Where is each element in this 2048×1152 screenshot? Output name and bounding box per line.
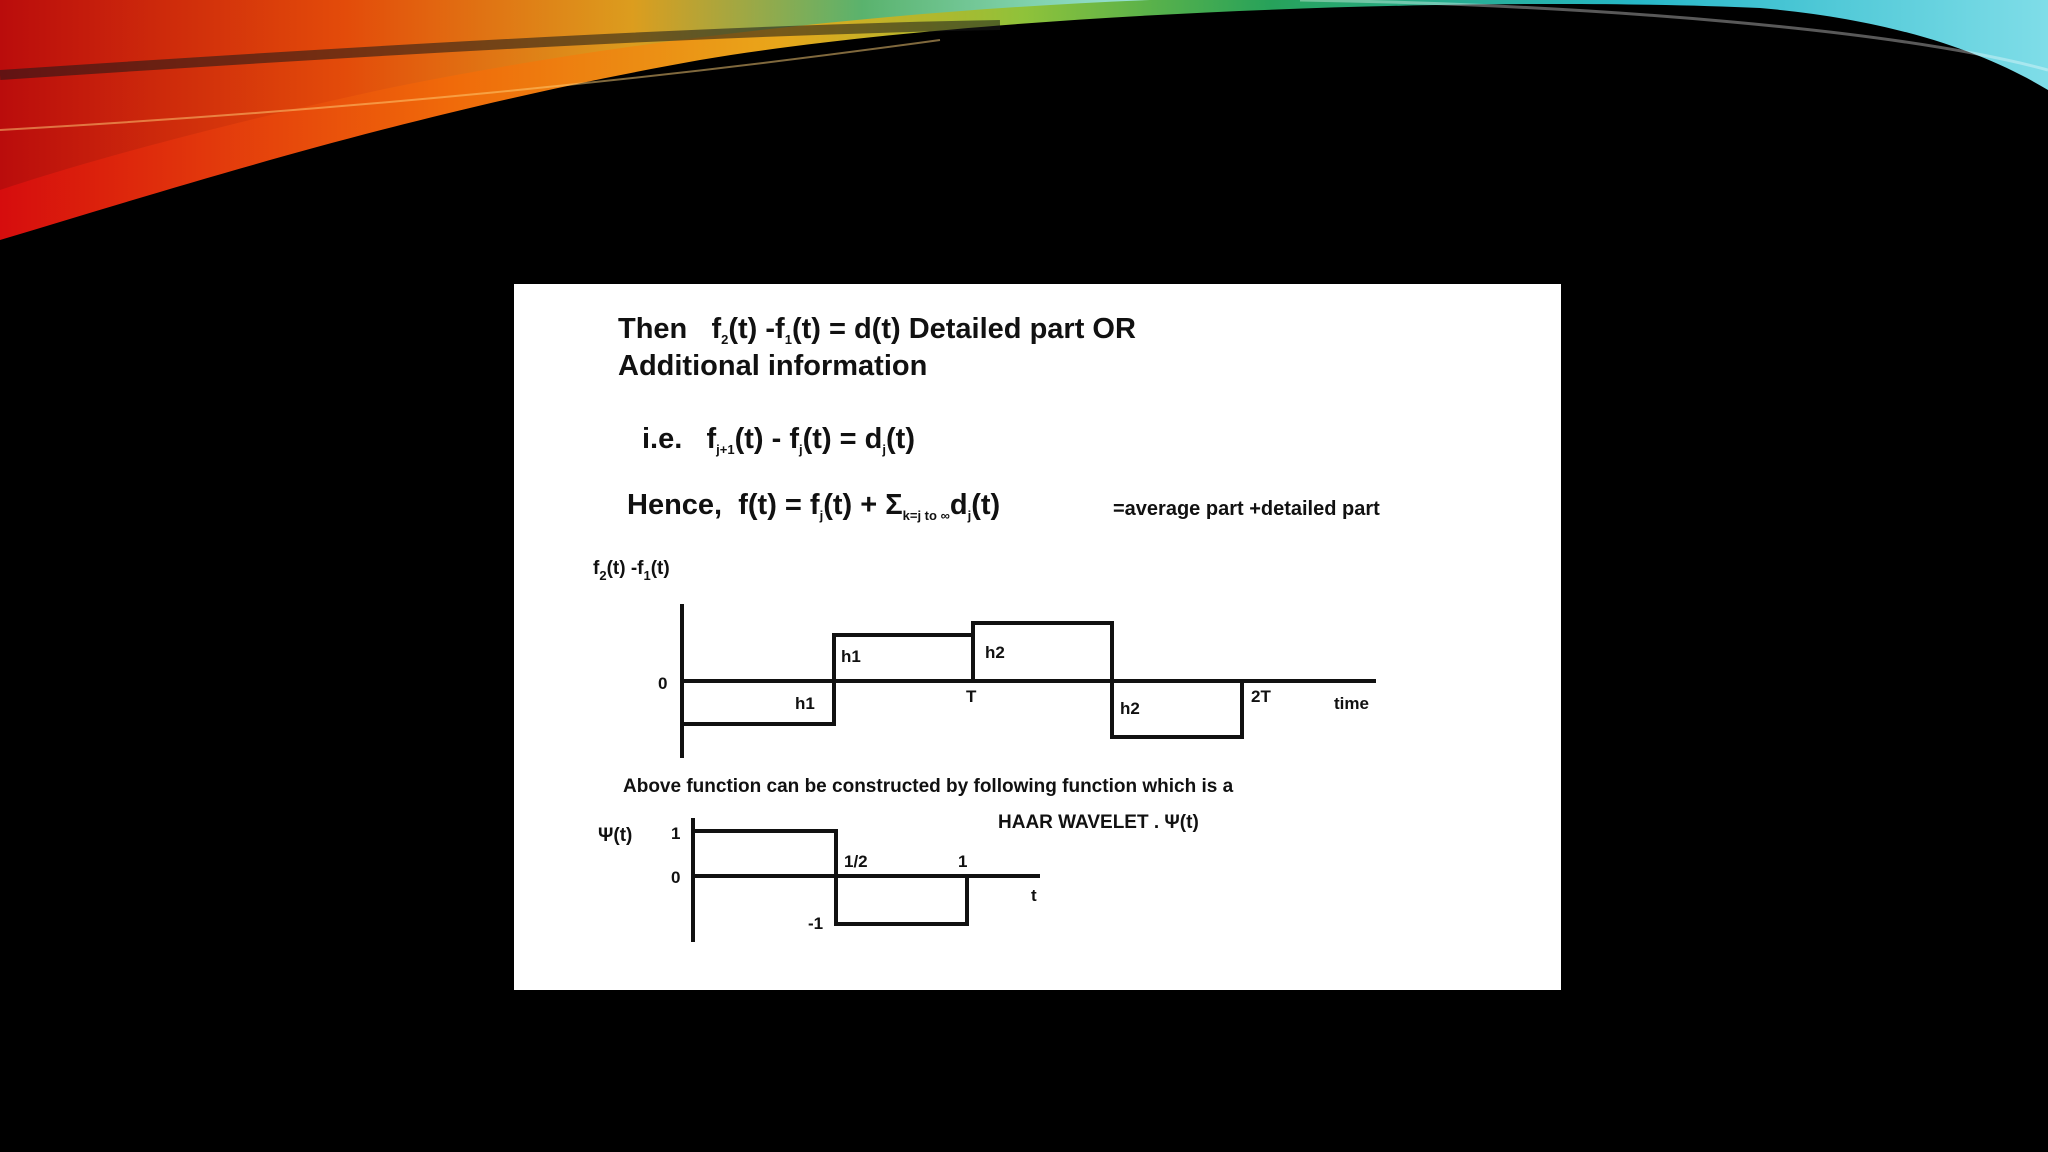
eq3-mid: (t) - f <box>734 423 799 455</box>
g1y-f: f <box>593 558 600 579</box>
graph1-origin-label: 0 <box>658 674 668 693</box>
eq4-sub: j <box>967 508 972 523</box>
haar-wavelet-graph <box>514 284 1561 990</box>
graph2-minus-one-label: -1 <box>808 914 824 933</box>
g1y-rest: (t) <box>650 558 670 579</box>
graph2-t-label: t <box>1031 886 1037 905</box>
graph1-2T-label: 2T <box>1251 687 1271 706</box>
eq3-sub: j+1 <box>716 442 735 457</box>
eq4-rest: (t) <box>971 489 1001 521</box>
graph2-negative-pulse <box>836 876 967 924</box>
eq1-rest: (t) = d(t) Detailed part OR <box>791 313 1136 345</box>
graph1-T-label: T <box>966 687 977 706</box>
graph1-h1-lower-label: h1 <box>795 694 815 713</box>
eq4-f: f(t) = f <box>738 489 820 521</box>
graph1-time-label: time <box>1334 694 1369 713</box>
eq1-sub: 2 <box>721 332 729 347</box>
graph2-zero-label: 0 <box>671 868 681 887</box>
then-word: Then <box>618 313 688 345</box>
ie-word: i.e. <box>642 423 683 455</box>
equation-line-2: Additional information <box>618 350 928 382</box>
above-function-text: Above function can be constructed by following function which is a <box>623 776 1234 797</box>
g1y-mid: (t) -f <box>606 558 644 579</box>
graph1-h2-lower-label: h2 <box>1120 699 1140 718</box>
g1y-sub: 2 <box>599 568 607 583</box>
eq3-sub: j <box>799 442 803 457</box>
eq4-mid: d <box>949 489 968 521</box>
graph2-ylabel: Ψ(t) <box>598 825 633 846</box>
eq1-sub: 1 <box>784 332 792 347</box>
eq4-sub: j <box>819 508 824 523</box>
graph2-half-label: 1/2 <box>844 852 868 871</box>
eq3-rest: (t) <box>886 423 915 455</box>
slide-image <box>514 284 1561 990</box>
haar-wavelet-label: HAAR WAVELET . Ψ(t) <box>998 812 1199 833</box>
graph1-h2-upper-label: h2 <box>985 643 1005 662</box>
eq3-sub: j <box>882 442 886 457</box>
eq4-sub: k=j to ∞ <box>902 508 950 523</box>
decorative-banner <box>0 0 2048 250</box>
graph1-h1-upper-label: h1 <box>841 647 861 666</box>
eq3-mid: (t) = d <box>802 423 883 455</box>
g1y-sub: 1 <box>643 568 651 583</box>
graph2-one-y-label: 1 <box>671 824 681 843</box>
eq4-mid: (t) + Σ <box>823 489 903 521</box>
eq1-mid: (t) -f <box>728 313 785 345</box>
hence-word: Hence, <box>627 489 723 521</box>
eq3-f: f <box>706 423 717 455</box>
average-detailed-note: =average part +detailed part <box>1113 498 1380 520</box>
eq1-f: f <box>711 313 722 345</box>
graph2-one-x-label: 1 <box>958 852 968 871</box>
graph2-positive-pulse <box>693 831 836 876</box>
